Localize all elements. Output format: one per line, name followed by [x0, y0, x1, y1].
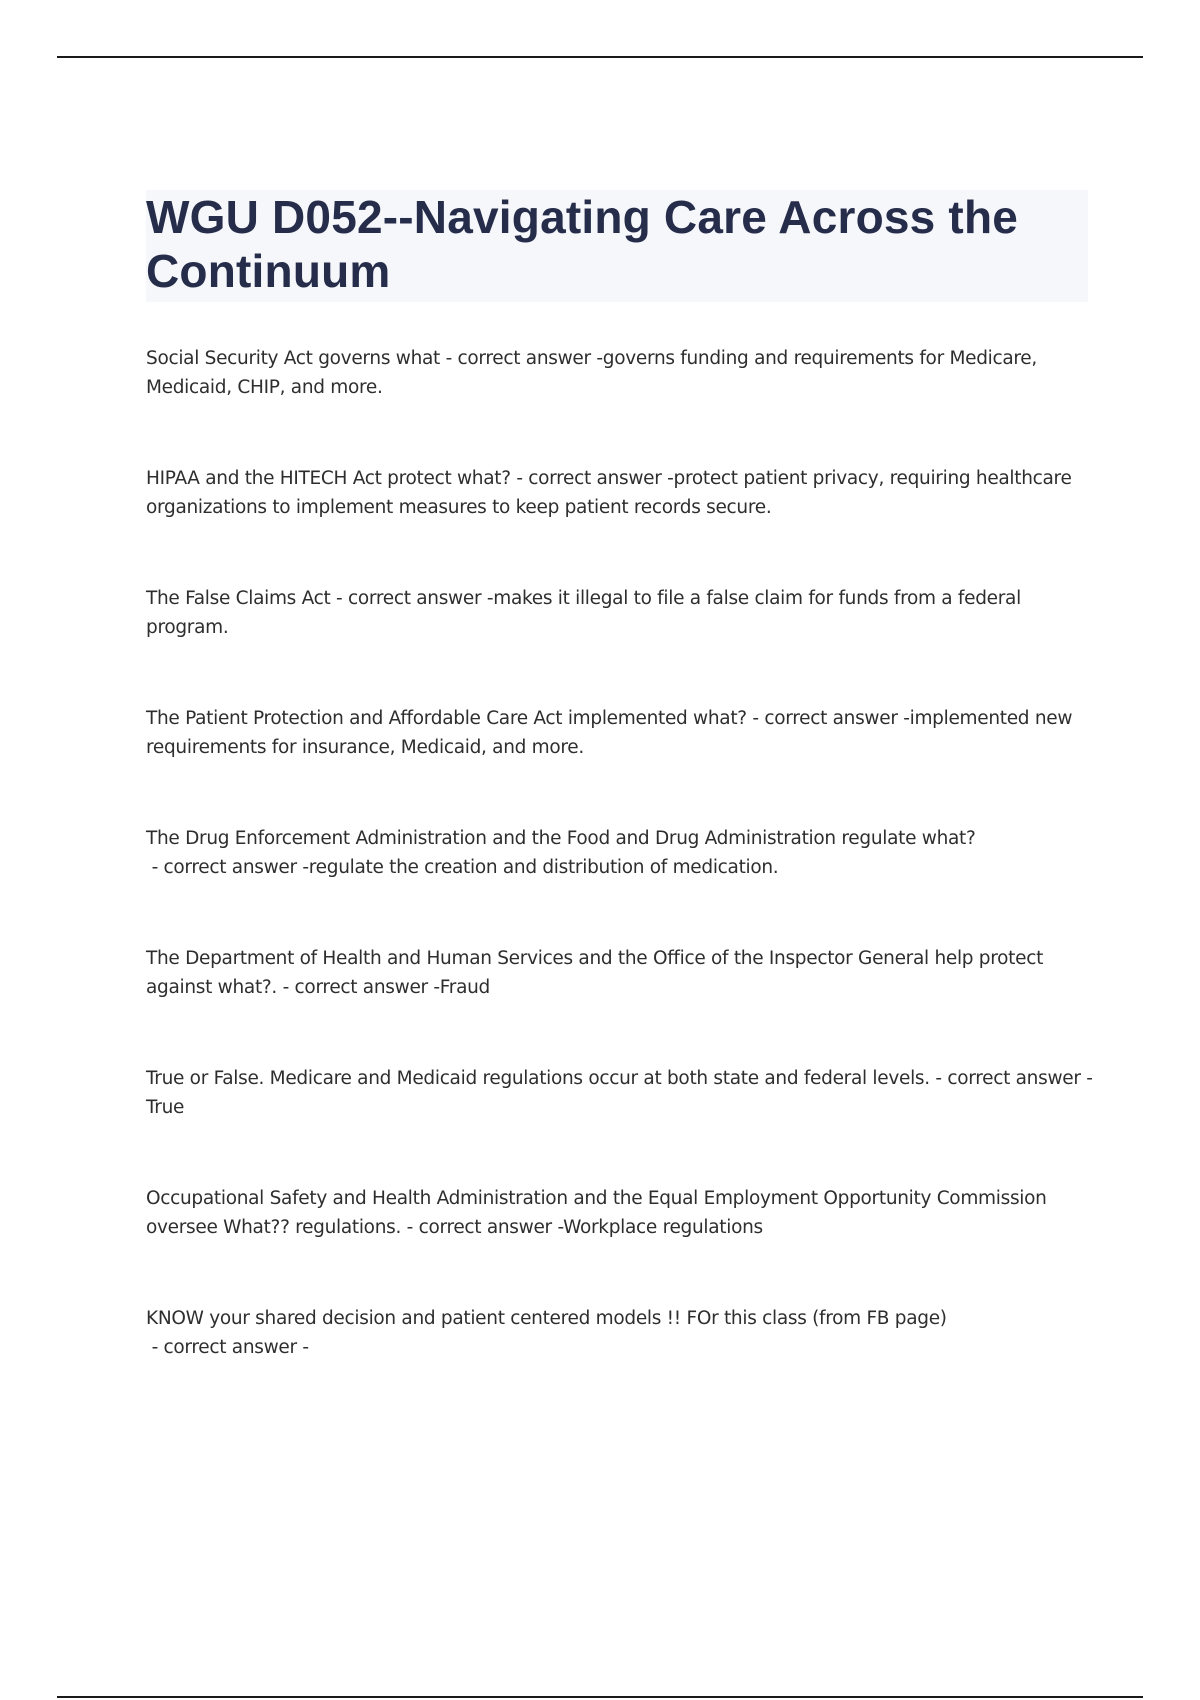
- qa-answer: makes it illegal to file a false claim for funds from a federal program.: [146, 588, 1021, 638]
- qa-separator: - correct answer -: [146, 857, 309, 878]
- qa-item: [146, 1064, 1091, 1122]
- qa-item: [146, 1184, 1091, 1242]
- qa-answer: Workplace regulations: [563, 1217, 763, 1238]
- qa-answer: True: [146, 1097, 185, 1118]
- top-rule: [57, 56, 1143, 58]
- page-title: WGU D052--Navigating Care Across the Continuum: [146, 191, 1019, 297]
- qa-item: [146, 464, 1091, 522]
- qa-item: [146, 824, 1091, 882]
- qa-separator: - correct answer -: [746, 708, 910, 729]
- qa-separator: - correct answer -: [401, 1217, 564, 1238]
- qa-question: The Patient Protection and Affordable Care Act implemented what?: [146, 708, 747, 729]
- qa-question: KNOW your shared decision and patient centered models !! FOr this class (from FB page): [146, 1308, 947, 1329]
- qa-question: The Department of Health and Human Services and the Office of the Inspector General help protect against what?.: [146, 948, 1044, 998]
- qa-item: [146, 1304, 1091, 1362]
- qa-item: [146, 944, 1091, 1002]
- qa-question: Occupational Safety and Health Administration and the Equal Employment Opportunity Commission oversee What?? regulations.: [146, 1188, 1047, 1238]
- qa-question: True or False. Medicare and Medicaid regulations occur at both state and federal levels.: [146, 1068, 930, 1089]
- qa-separator: - correct answer -: [146, 1337, 309, 1358]
- qa-question: The False Claims Act: [146, 588, 331, 609]
- qa-separator: - correct answer -: [510, 468, 674, 489]
- qa-separator: - correct answer -: [330, 588, 494, 609]
- qa-answer: regulate the creation and distribution of medication.: [308, 857, 779, 878]
- qa-separator: - correct answer -: [439, 348, 603, 369]
- qa-question: Social Security Act governs what: [146, 348, 440, 369]
- qa-answer: governs funding and requirements for Medicare, Medicaid, CHIP, and more.: [146, 348, 1037, 398]
- qa-question: The Drug Enforcement Administration and the Food and Drug Administration regulate what?: [146, 828, 976, 849]
- qa-separator: - correct answer -: [277, 977, 440, 998]
- qa-item: [146, 704, 1091, 762]
- qa-answer: implemented new requirements for insurance, Medicaid, and more.: [146, 708, 1073, 758]
- bottom-rule: [57, 1696, 1143, 1698]
- title-block: [146, 190, 1088, 302]
- qa-separator: - correct answer -: [929, 1068, 1091, 1089]
- qa-list: [146, 344, 1091, 1424]
- qa-item: [146, 584, 1091, 642]
- qa-item: [146, 344, 1091, 402]
- qa-question: HIPAA and the HITECH Act protect what?: [146, 468, 511, 489]
- qa-answer: Fraud: [439, 977, 491, 998]
- qa-answer: protect patient privacy, requiring healthcare organizations to implement measures to keep patient records secure.: [146, 468, 1072, 518]
